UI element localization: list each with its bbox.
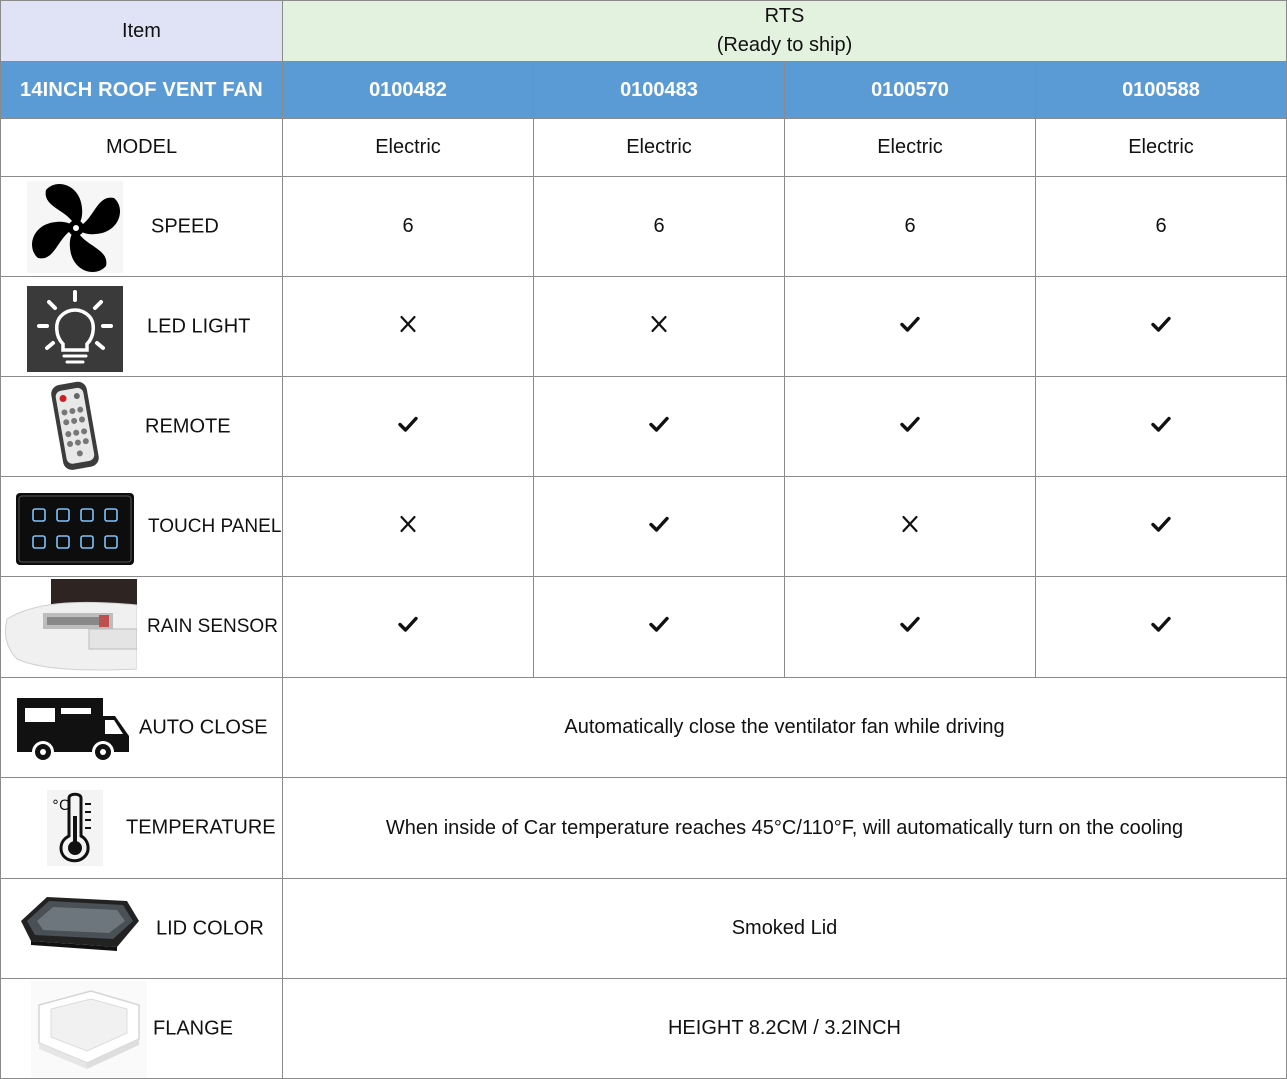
rain-sensor-value: [534, 577, 785, 678]
check-icon: [398, 615, 418, 633]
remote-row: [1, 377, 1287, 477]
temperature-row: [1, 778, 1287, 879]
check-icon: [900, 415, 920, 433]
speed-value: 6: [1036, 177, 1287, 277]
touch-panel-value: [1036, 477, 1287, 577]
flange-value: HEIGHT 8.2CM / 3.2INCH: [283, 979, 1287, 1079]
product-code: 0100483: [534, 62, 785, 119]
remote-value: [785, 377, 1036, 477]
remote-value: [283, 377, 534, 477]
remote-value: [534, 377, 785, 477]
led-light-label: LED LIGHT: [147, 315, 251, 337]
model-value: Electric: [534, 119, 785, 177]
model-value: Electric: [1036, 119, 1287, 177]
led-light-value: [534, 277, 785, 377]
rts-title: RTS: [764, 5, 805, 27]
speed-value: 6: [283, 177, 534, 277]
lid-color-label: LID COLOR: [156, 917, 264, 939]
flange-icon: [31, 981, 147, 1077]
camper-truck-icon: [15, 694, 131, 766]
touch-panel-feature-cell: [1, 477, 283, 577]
item-header: Item: [1, 1, 283, 62]
product-title: 14INCH ROOF VENT FAN: [1, 62, 283, 119]
touch-panel-value: [785, 477, 1036, 577]
remote-feature-cell: [1, 377, 283, 477]
check-icon: [900, 315, 920, 333]
touch-panel-label: TOUCH PANEL: [148, 515, 282, 537]
model-value: Electric: [283, 119, 534, 177]
touch-panel-value: [534, 477, 785, 577]
flange-label: FLANGE: [153, 1017, 234, 1039]
speed-value: 6: [785, 177, 1036, 277]
check-icon: [1151, 415, 1171, 433]
led-light-feature-cell: [1, 277, 283, 377]
check-icon: [1151, 515, 1171, 533]
rain-sensor-row: [1, 577, 1287, 678]
auto-close-label: AUTO CLOSE: [139, 716, 268, 738]
lid-color-value: Smoked Lid: [283, 879, 1287, 979]
lid-color-feature-cell: [1, 879, 283, 979]
check-icon: [1151, 315, 1171, 333]
led-light-value: [785, 277, 1036, 377]
model-row: [1, 119, 1287, 177]
speed-label: SPEED: [151, 215, 219, 237]
led-light-value: [283, 277, 534, 377]
fan-icon: [27, 181, 123, 273]
rain-sensor-value: [283, 577, 534, 678]
model-label: MODEL: [1, 119, 283, 177]
flange-row: [1, 979, 1287, 1079]
speed-feature-cell: [1, 177, 283, 277]
product-code: 0100588: [1036, 62, 1287, 119]
check-icon: [900, 615, 920, 633]
rts-subtitle: (Ready to ship): [716, 34, 853, 56]
touch-panel-value: [283, 477, 534, 577]
rain-sensor-label: RAIN SENSOR: [147, 616, 278, 637]
temperature-label: TEMPERATURE: [126, 816, 276, 839]
touch-panel-icon: [16, 493, 134, 565]
led-light-value: [1036, 277, 1287, 377]
thermometer-icon: [47, 790, 103, 866]
rain-sensor-icon: [3, 579, 137, 675]
check-icon: [649, 415, 669, 433]
remote-value: [1036, 377, 1287, 477]
header-row: [1, 1, 1287, 62]
led-light-row: [1, 277, 1287, 377]
check-icon: [649, 615, 669, 633]
check-icon: [1151, 615, 1171, 633]
flange-feature-cell: [1, 979, 283, 1079]
auto-close-row: [1, 678, 1287, 778]
check-icon: [649, 515, 669, 533]
remote-control-icon: [43, 379, 105, 473]
rain-sensor-value: [1036, 577, 1287, 678]
cross-icon: [649, 315, 669, 333]
speed-value: 6: [534, 177, 785, 277]
rain-sensor-feature-cell: [1, 577, 283, 678]
speed-row: [1, 177, 1287, 277]
product-code: 0100482: [283, 62, 534, 119]
rain-sensor-value: [785, 577, 1036, 678]
product-code: 0100570: [785, 62, 1036, 119]
temperature-value: When inside of Car temperature reaches 45°C/110°F, will automatically turn on the cooling: [283, 778, 1287, 879]
cross-icon: [398, 315, 418, 333]
touch-panel-row: [1, 477, 1287, 577]
cross-icon: [398, 515, 418, 533]
model-value: Electric: [785, 119, 1036, 177]
auto-close-feature-cell: [1, 678, 283, 778]
rts-header: [283, 1, 1287, 62]
remote-label: REMOTE: [145, 415, 231, 437]
product-row: [1, 62, 1287, 119]
svg-text:°C: °C: [52, 798, 69, 814]
temperature-feature-cell: [1, 778, 283, 879]
light-bulb-icon: [27, 286, 123, 372]
lid-color-row: [1, 879, 1287, 979]
cross-icon: [900, 515, 920, 533]
check-icon: [398, 415, 418, 433]
vent-lid-icon: [17, 891, 143, 955]
auto-close-value: Automatically close the ventilator fan while driving: [283, 678, 1287, 778]
